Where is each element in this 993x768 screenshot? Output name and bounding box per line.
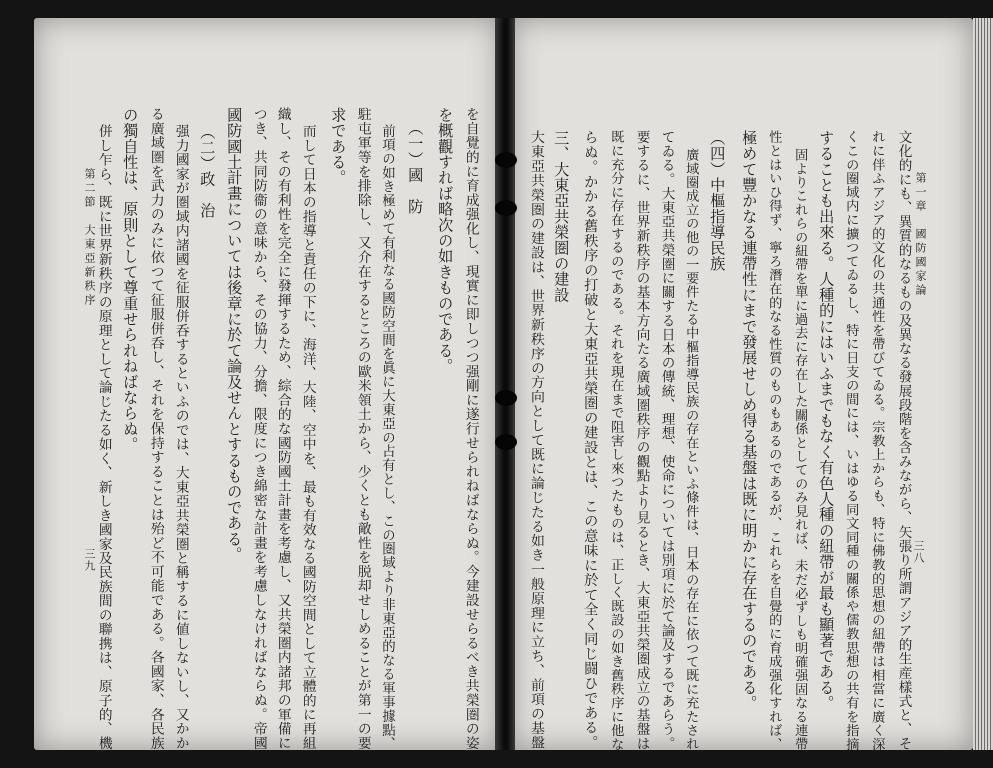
text-line: 强力國家が圏域内諸國を征服併呑するといふのでは、大東亞共榮圏と稱するに値しないし、又かか bbox=[172, 124, 189, 751]
text-line: 併し乍ら、既に世界新秩序の原理として論じたる如く、新しき國家及民族間の聯携は、原子的、機 bbox=[95, 124, 112, 751]
text-line: 駐屯軍等を排除し、又介在するところの歐米領土から、少くとも敵性を脱却せしめることが第一の要 bbox=[354, 107, 371, 751]
text-line: 固よりこれらの紐帶を單に過去に存在した關係としてのみ見れば、未だ必ずしも明確强固なる連帶 bbox=[792, 148, 808, 751]
text-line: 既に充分に存在するのである。それを現在まで阻害し來つたものは、正しく既設の如き舊秩序に他な bbox=[608, 130, 624, 751]
text-line: つき、共同防衞の意味から、その協力、分擔、限度につき綿密な計畫を考慮しなければならぬ。帝國 bbox=[250, 107, 267, 751]
text-line: 織し、その有利性を完全に發揮するため、綜合的な國防國土計畫を考慮し、又共榮圏内諸邦の軍備に bbox=[274, 107, 291, 751]
text-line: を概觀すれば略次の如きものである。 bbox=[436, 107, 455, 374]
left-page-header: 第二節 大東亞新秩序 bbox=[83, 168, 96, 308]
right-page-number: 三八 bbox=[912, 540, 925, 564]
text-line: 要するに、世界新秩序の基本方向たる廣域圏秩序の觀點より見るとき、大東亞共榮圏成立の基盤は bbox=[633, 130, 650, 751]
text-line: 前項の如き極めて有利なる國防空間を眞に大東亞の占有とし、この圏域より非東亞的なる軍事據點、 bbox=[379, 124, 395, 751]
text-line: 性とはいひ得ず、寧ろ潛在的なる性質のものもあるのであるが、これらを自覺的に育成强化すれば、 bbox=[766, 130, 782, 751]
binding-ring bbox=[495, 434, 517, 450]
text-line: （四）中樞指導民族 bbox=[708, 130, 727, 272]
binding-ring bbox=[495, 200, 517, 216]
text-line: れに伴ふアジア的文化の共通性を帶びてゐる。宗教上からも、特に佛教的思想の紐帶は相當に廣く深 bbox=[869, 130, 885, 751]
text-line: （一）國 防 bbox=[406, 120, 425, 215]
text-line: の獨自性は、原則として尊重せられねばならぬ。 bbox=[121, 107, 140, 453]
text-line: 三、大東亞共榮圏の建設 bbox=[552, 130, 571, 303]
text-line: てゐる。大東亞共榮圏に關する日本の傳統、理想、使命については別項に於て論及するであらう。 bbox=[658, 130, 675, 751]
text-line: 國防國土計畫については後章に於て論及せんとするものである。 bbox=[225, 107, 244, 563]
text-line: 文化的にも、異質的なるもの及異なる發展段階を含みながら、矢張り所謂アジア的生産樣式と、そ bbox=[895, 130, 912, 751]
text-line: を自覺的に育成强化し、現實に即しつつ强剛に遂行せられねばならぬ。今建設せらるべき共榮圏の姿 bbox=[462, 107, 479, 751]
text-line: くこの圈域内に擴つてゐるし、特に日支の間には、いはゆる同文同種の關係や儒教思想の共有を指摘 bbox=[843, 130, 859, 751]
text-line: （二）政 治 bbox=[198, 124, 217, 219]
text-line: 大東亞共榮圏の建設は、世界新秩序の方向として既に論じたる如き一般原理に立ち、前項の基盤 bbox=[527, 130, 544, 750]
text-line: 而して日本の指導と責任の下に、海洋、大陸、空中を、最も有效なる國防空間として立體的に再組 bbox=[299, 124, 316, 751]
right-page-header: 第一章 國防國家論 bbox=[914, 172, 927, 298]
text-line: 極めて豐かなる連帶性にまで發展せしめ得る基盤は既に明かに存在するのである。 bbox=[740, 130, 759, 711]
binding-ring bbox=[495, 390, 517, 406]
text-line: することも出來る。人種的にはいふまでもなく有色人種の紐帶が最も顯著である。 bbox=[817, 130, 836, 711]
text-line: らぬ。かかる舊秩序の打破と大東亞共榮圏の建設とは、この意味に於て全く同じ闘ひである。 bbox=[582, 130, 599, 750]
left-page-number: 三九 bbox=[83, 548, 96, 572]
binding-ring bbox=[495, 152, 517, 168]
text-line: る廣域圏を武力のみに依つて征服併呑し、それを保持することは殆ど不可能である。各國家、各民族 bbox=[147, 107, 164, 751]
book-gutter bbox=[495, 18, 515, 750]
text-line: 廣域圈成立の他の一要件たる中樞指導民族の存在といふ條件は、日本の存在に依つて既に充たされ bbox=[683, 148, 699, 751]
page-edge-stack bbox=[973, 18, 993, 750]
text-line: 求である。 bbox=[329, 107, 348, 186]
